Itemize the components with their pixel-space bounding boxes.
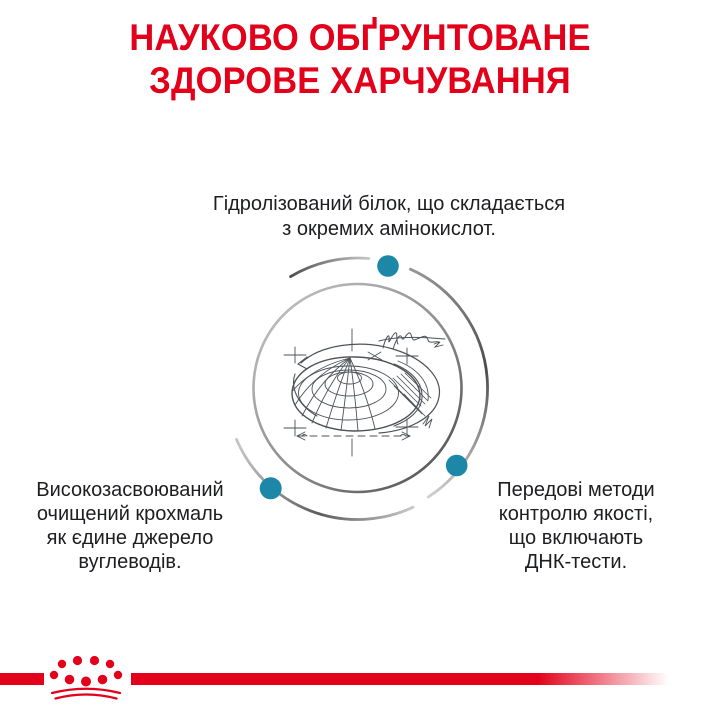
callout-right-line-2: контролю якості, [498, 503, 654, 525]
marker-dot-bottom-left [260, 477, 282, 499]
callout-left-line-4: вуглеводів. [78, 551, 182, 573]
callout-left-line-3: як єдине джерело [46, 527, 214, 549]
brand-bar-left-segment [0, 673, 44, 685]
headline-line-2: ЗДОРОВЕ ХАРЧУВАННЯ [149, 60, 571, 101]
kibble-sketch [284, 329, 445, 456]
marker-dot-top [377, 255, 399, 277]
brand-bar-right-segment [131, 673, 680, 685]
callout-right-line-4: ДНК-тести. [524, 551, 628, 573]
callout-top-line-2: з окремих амінокислот. [282, 218, 496, 240]
callout-right-line-1: Передові методи [497, 479, 655, 501]
headline-line-1: НАУКОВО ОБҐРУНТОВАНЕ [129, 17, 591, 58]
callout-left-line-2: очищений крохмаль [36, 503, 224, 525]
callout-left-line-1: Високозасвоюваний [36, 479, 224, 501]
callout-right-line-3: що включають [508, 527, 644, 549]
headline [25, 16, 695, 102]
marker-dot-bottom-right [446, 455, 468, 477]
marker-dots [260, 255, 468, 499]
kibble-diagram [198, 228, 518, 548]
callout-top-line-1: Гідролізований білок, що складається [212, 193, 566, 215]
royal-canin-crown-icon [46, 654, 128, 702]
